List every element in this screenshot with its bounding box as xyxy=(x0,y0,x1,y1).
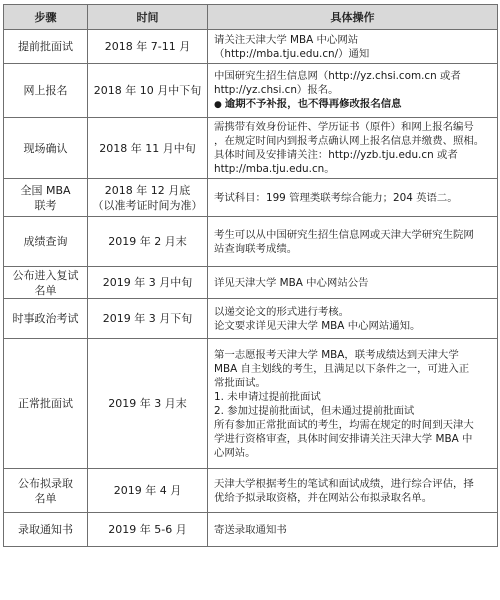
operation-line xyxy=(214,404,493,418)
bullet-icon: ● xyxy=(214,100,222,110)
operation-text: 第一志愿报考天津大学 MBA，联考成绩达到天津大学 xyxy=(214,348,459,361)
time-text: 2018 年 11 月中旬 xyxy=(99,141,196,155)
step-cell xyxy=(4,179,88,217)
operation-text: 逾期不予补报，也不得再修改报名信息 xyxy=(224,98,402,110)
operation-text: 1. 未申请过提前批面试 xyxy=(214,390,321,403)
table-header-row xyxy=(4,5,498,30)
operation-line xyxy=(214,191,493,205)
operation-text: （http://mba.tju.edu.cn/）通知 xyxy=(214,47,370,60)
time-text: 2019 年 4 月 xyxy=(113,484,182,497)
table-row xyxy=(4,179,498,217)
table-row xyxy=(4,513,498,547)
step-text: 公布拟录取 xyxy=(18,476,73,490)
time-cell xyxy=(88,339,208,469)
step-cell xyxy=(4,299,88,339)
time-cell xyxy=(88,469,208,513)
operation-cell xyxy=(208,118,498,179)
operation-cell xyxy=(208,64,498,118)
time-text: 2019 年 3 月中旬 xyxy=(102,276,193,289)
operation-text: http://yz.chsi.cn）报名。 xyxy=(214,84,339,96)
step-cell xyxy=(4,118,88,179)
time-text: 2018 年 12 月底 xyxy=(104,183,191,197)
table-row xyxy=(4,299,498,339)
time-text: （以准考证时间为准） xyxy=(92,198,203,212)
operation-text: 论文要求详见天津大学 MBA 中心网站通知。 xyxy=(214,319,421,332)
operation-text: 中国研究生招生信息网（http://yz.chsi.com.cn 或者 xyxy=(214,70,461,82)
operation-text: ，在规定时间内到报考点确认网上报名信息并缴费、照相。 xyxy=(214,135,485,147)
operation-cell xyxy=(208,513,498,547)
table-body xyxy=(4,30,498,547)
step-cell xyxy=(4,339,88,469)
operation-cell xyxy=(208,339,498,469)
operation-text: 站查询联考成绩。 xyxy=(214,242,298,255)
operation-line xyxy=(214,390,493,404)
operation-cell xyxy=(208,469,498,513)
operation-line xyxy=(214,376,493,390)
step-text: 时事政治考试 xyxy=(12,312,79,325)
operation-text: 所有参加正常批面试的考生，均需在规定的时间到天津大 xyxy=(214,418,474,431)
operation-text: 需携带有效身份证件、学历证书（原件）和网上报名编号 xyxy=(214,121,474,133)
step-cell xyxy=(4,64,88,118)
operation-line xyxy=(214,242,493,256)
time-text: 2019 年 2 月末 xyxy=(108,235,187,248)
operation-line xyxy=(214,305,493,319)
step-text: 名单 xyxy=(34,491,57,505)
time-cell xyxy=(88,217,208,267)
time-cell xyxy=(88,118,208,179)
operation-text: 详见天津大学 MBA 中心网站公告 xyxy=(214,276,369,289)
operation-line xyxy=(214,348,493,362)
admission-schedule-table-wrapper xyxy=(3,4,497,547)
step-text: 现场确认 xyxy=(23,141,68,155)
time-cell xyxy=(88,299,208,339)
operation-line xyxy=(214,228,493,242)
header-step: 步骤 xyxy=(4,5,88,30)
step-text: 录取通知书 xyxy=(18,523,73,536)
table-row xyxy=(4,267,498,299)
operation-text: 2. 参加过提前批面试，但未通过提前批面试 xyxy=(214,404,415,417)
time-text: 2019 年 3 月下旬 xyxy=(102,312,193,325)
header-operation: 具体操作 xyxy=(208,5,498,30)
operation-cell xyxy=(208,179,498,217)
operation-line xyxy=(214,120,493,134)
table-row xyxy=(4,339,498,469)
operation-line xyxy=(214,134,493,148)
step-text: 正常批面试 xyxy=(18,397,73,410)
step-text: 网上报名 xyxy=(23,84,68,97)
operation-text: MBA 自主划线的考生，且满足以下条件之一，可进入正 xyxy=(214,362,470,375)
step-cell xyxy=(4,267,88,299)
step-text: 名单 xyxy=(34,283,57,297)
operation-line xyxy=(214,362,493,376)
table-row xyxy=(4,118,498,179)
table-row xyxy=(4,217,498,267)
table-row xyxy=(4,469,498,513)
operation-line xyxy=(214,276,493,290)
time-cell xyxy=(88,64,208,118)
admission-schedule-table xyxy=(3,4,498,547)
time-cell xyxy=(88,179,208,217)
step-text: 全国 MBA xyxy=(20,183,71,197)
operation-cell xyxy=(208,217,498,267)
operation-text: 常批面试。 xyxy=(214,376,266,389)
operation-line xyxy=(214,446,493,460)
operation-line xyxy=(214,477,493,491)
step-text: 提前批面试 xyxy=(18,40,73,53)
operation-line xyxy=(214,83,493,97)
operation-cell xyxy=(208,30,498,64)
operation-line xyxy=(214,319,493,333)
time-cell xyxy=(88,30,208,64)
operation-line xyxy=(214,97,493,112)
time-cell xyxy=(88,513,208,547)
operation-text: 寄送录取通知书 xyxy=(214,523,287,536)
operation-cell xyxy=(208,299,498,339)
operation-line xyxy=(214,33,493,47)
time-text: 2018 年 10 月中下旬 xyxy=(93,84,202,97)
operation-cell xyxy=(208,267,498,299)
operation-text: 优给予拟录取资格，并在网站公布拟录取名单。 xyxy=(214,491,433,504)
operation-text: http://mba.tju.edu.cn。 xyxy=(214,163,335,175)
step-text: 成绩查询 xyxy=(23,235,68,248)
step-cell xyxy=(4,513,88,547)
step-text: 联考 xyxy=(34,198,57,212)
operation-text: 请关注天津大学 MBA 中心网站 xyxy=(214,33,359,46)
time-cell xyxy=(88,267,208,299)
header-time: 时间 xyxy=(88,5,208,30)
operation-text: 以递交论文的形式进行考核。 xyxy=(214,305,350,318)
table-row xyxy=(4,30,498,64)
step-text: 公布进入复试 xyxy=(12,268,79,282)
operation-text: 天津大学根据考生的笔试和面试成绩，进行综合评估，择 xyxy=(214,477,474,490)
operation-line xyxy=(214,69,493,83)
operation-line xyxy=(214,148,493,162)
operation-text: 考生可以从中国研究生招生信息网或天津大学研究生院网 xyxy=(214,228,474,241)
table-row xyxy=(4,64,498,118)
operation-line xyxy=(214,418,493,432)
operation-line xyxy=(214,432,493,446)
operation-line xyxy=(214,162,493,176)
operation-line xyxy=(214,47,493,61)
operation-line xyxy=(214,523,493,537)
time-text: 2018 年 7-11 月 xyxy=(104,40,191,53)
step-cell xyxy=(4,217,88,267)
time-text: 2019 年 5-6 月 xyxy=(108,523,187,536)
time-text: 2019 年 3 月末 xyxy=(108,397,187,410)
operation-text: 学进行资格审查，具体时间安排请关注天津大学 MBA 中 xyxy=(214,432,473,445)
step-cell xyxy=(4,469,88,513)
operation-text: 具体时间及安排请关注：http://yzb.tju.edu.cn 或者 xyxy=(214,149,458,161)
step-cell xyxy=(4,30,88,64)
operation-line xyxy=(214,491,493,505)
operation-text: 心网站。 xyxy=(214,446,256,459)
operation-text: 考试科目：199 管理类联考综合能力；204 英语二。 xyxy=(214,191,458,204)
